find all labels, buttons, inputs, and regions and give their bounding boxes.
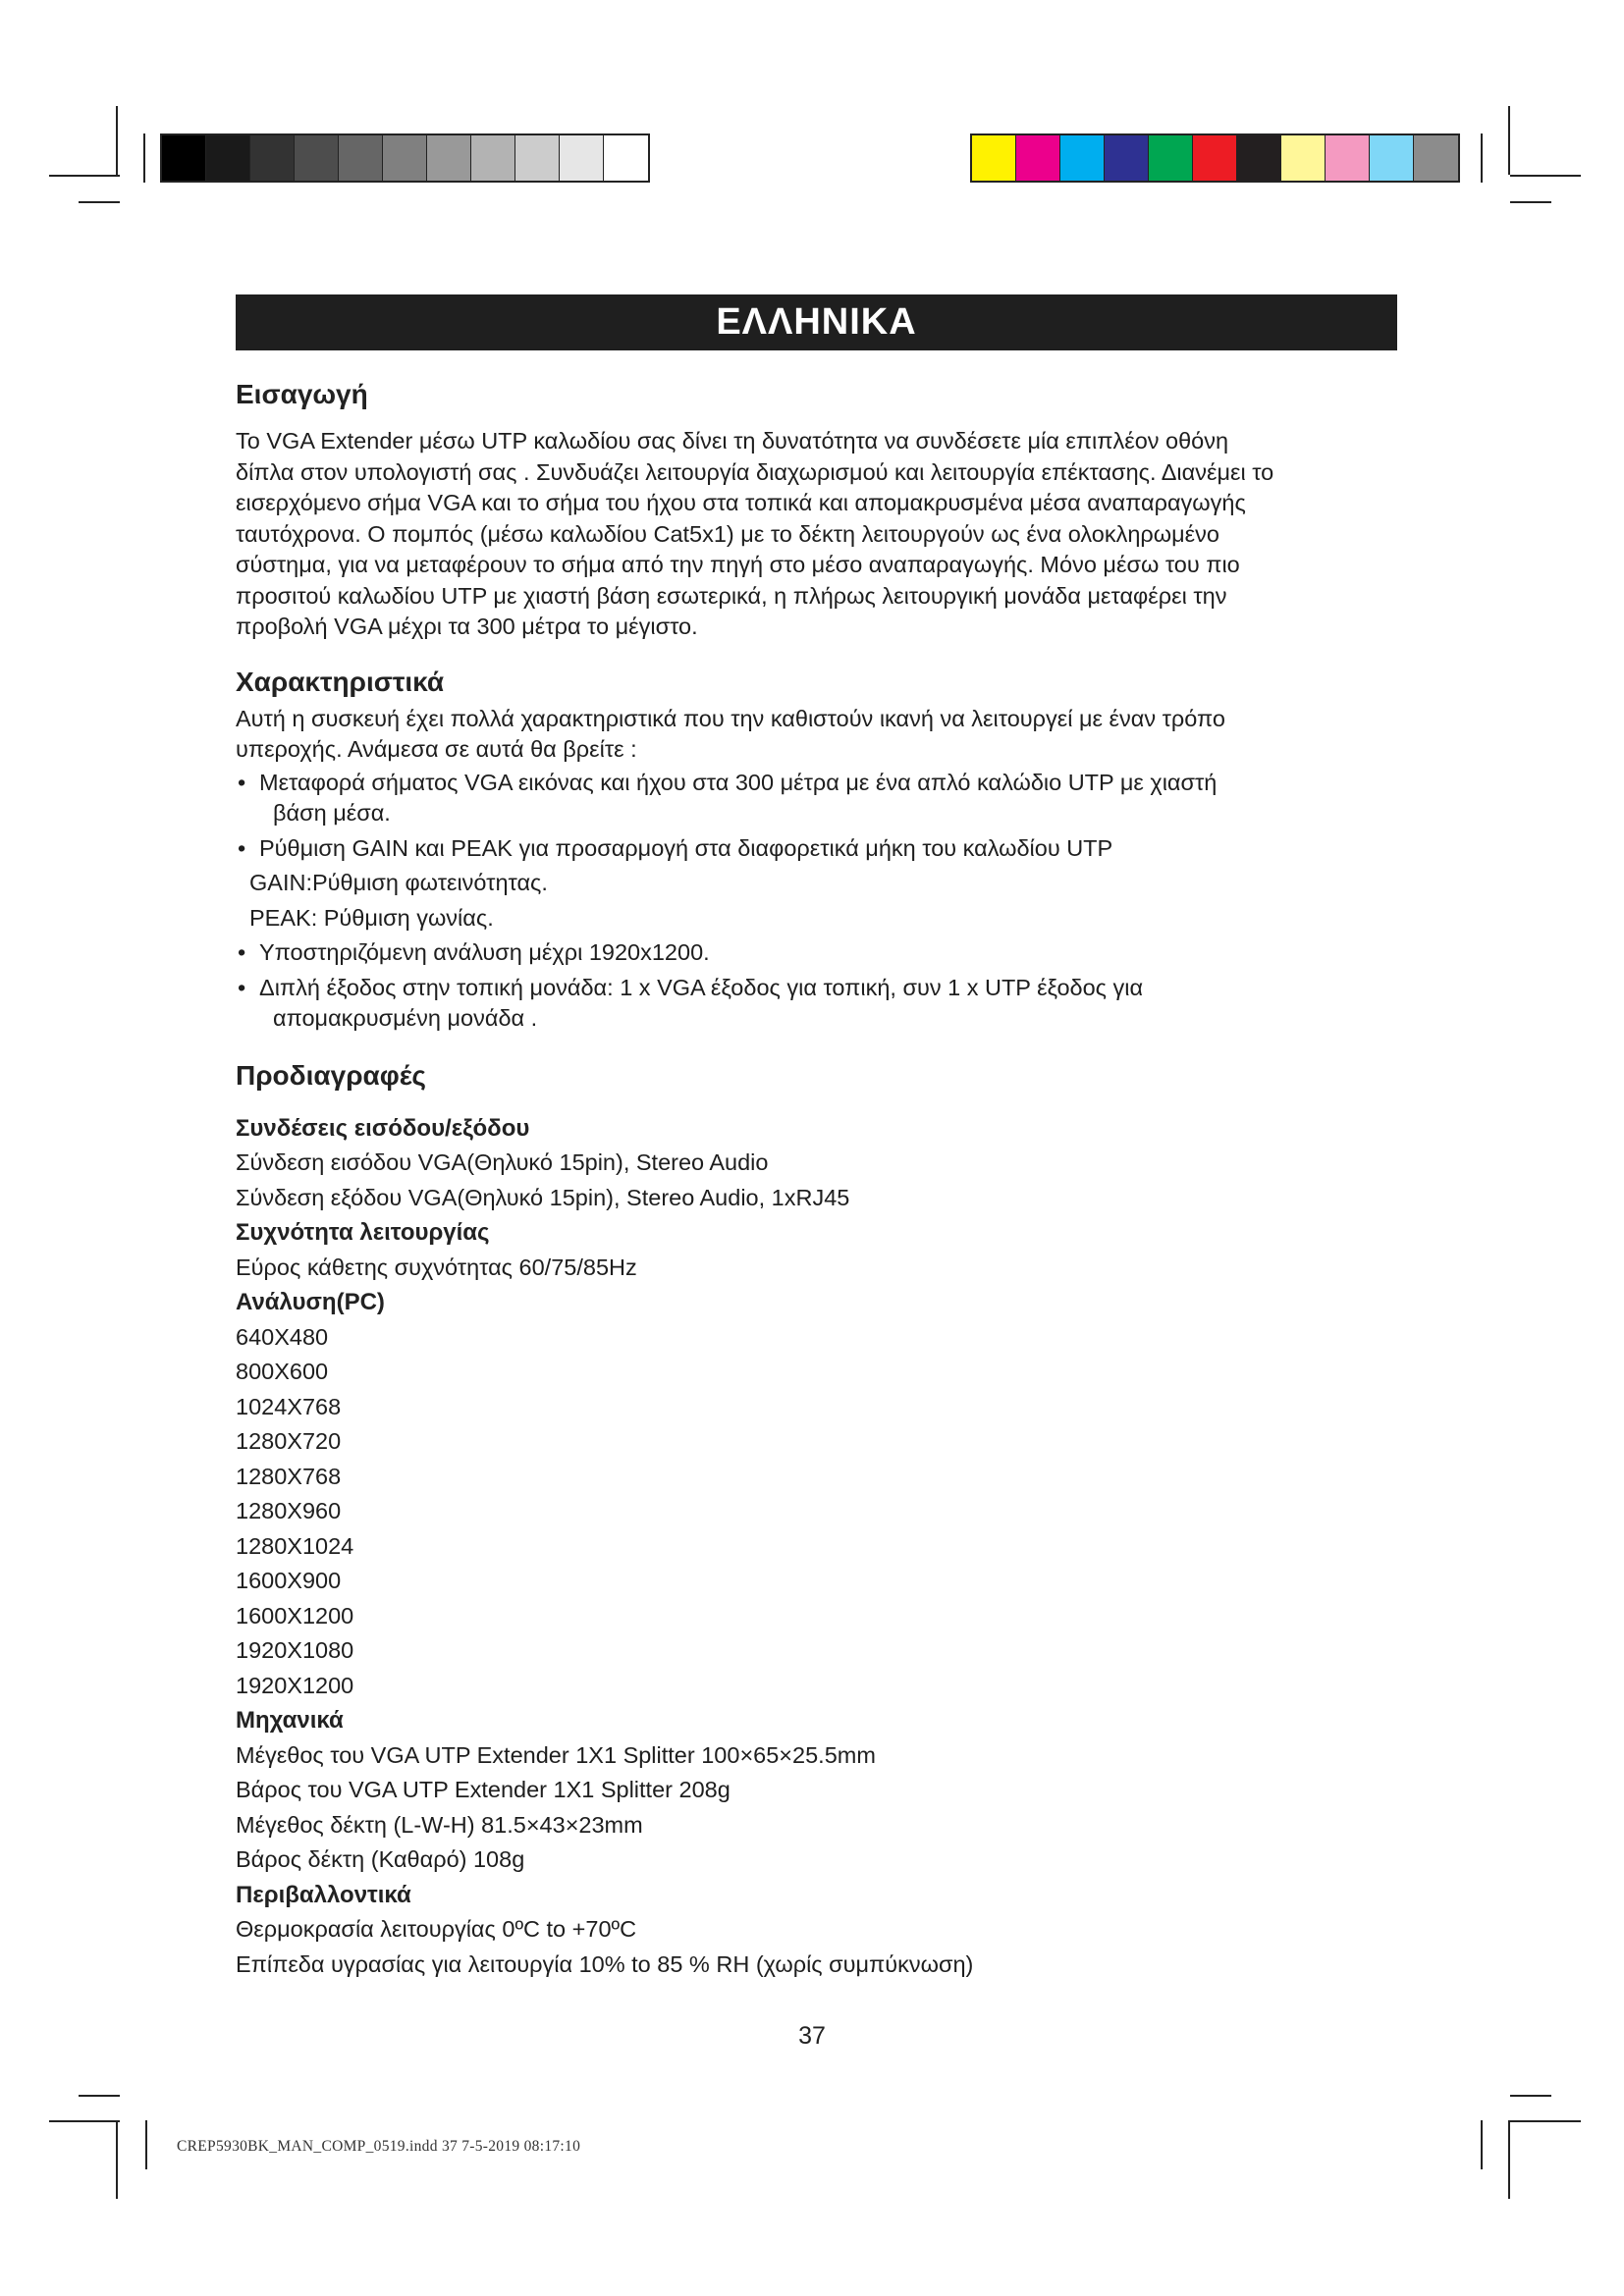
color-swatch	[1193, 135, 1237, 181]
color-swatch	[1281, 135, 1326, 181]
intro-line: εισερχόμενο σήμα VGA και το σήμα του ήχου στα τοπικά και απομακρυσμένα μέσα αναπαραγωγής	[236, 490, 1246, 515]
spec-line: Μέγεθος δέκτη (L-W-H) 81.5×43×23mm	[236, 1811, 643, 1838]
feature-text-continued: βάση μέσα.	[273, 800, 391, 826]
feature-text-continued: απομακρυσμένη μονάδα .	[273, 1005, 538, 1031]
spec-line: Εύρος κάθετης συχνότητας 60/75/85Hz	[236, 1254, 637, 1280]
intro-heading: Εισαγωγή	[236, 379, 368, 409]
page-number: 37	[798, 2022, 826, 2050]
document-body	[236, 373, 1404, 1982]
color-swatch	[1149, 135, 1193, 181]
features-heading: Χαρακτηριστικά	[236, 666, 445, 697]
intro-line: ταυτόχρονα. Ο πομπός (μέσω καλωδίου Cat5x1) με το δέκτη λειτουργούν ως ένα ολοκληρωμένο	[236, 520, 1219, 547]
spec-subheading-io: Συνδέσεις εισόδου/εξόδου	[236, 1114, 530, 1142]
color-swatch	[1237, 135, 1281, 181]
resolution-item: 640X480	[236, 1323, 329, 1350]
feature-subitem	[236, 903, 1404, 934]
feature-subtext: GAIN:Ρύθμιση φωτεινότητας.	[249, 870, 548, 895]
crop-mark-bottom-left-vertical	[116, 2120, 118, 2199]
crop-mark-bottom-left-horizontal	[79, 2095, 120, 2097]
crop-mark-top-left-vertical-2	[143, 133, 145, 183]
intro-line: Το VGA Extender μέσω UTP καλωδίου σας δίνει τη δυνατότητα να συνδέσετε μία επιπλέον οθόνη	[236, 428, 1229, 454]
intro-line: προσιτού καλωδίου UTP με χιαστή βάση εσωτερικά, η πλήρως λειτουργική μονάδα μεταφέρει την	[236, 582, 1227, 609]
spec-line: Σύνδεση εξόδου VGA(Θηλυκό 15pin), Stereo Audio, 1xRJ45	[236, 1184, 850, 1210]
resolution-item: 1024X768	[236, 1393, 342, 1419]
resolution-item: 1600X1200	[236, 1602, 354, 1629]
color-swatch	[383, 135, 427, 181]
bullet-dot: •	[238, 974, 246, 1000]
color-calibration-bar	[970, 133, 1460, 183]
crop-mark-bottom-right-horizontal-2	[1510, 2120, 1581, 2122]
crop-mark-bottom-right-vertical-2	[1481, 2120, 1483, 2169]
print-slug: CREP5930BK_MAN_COMP_0519.indd 37 7-5-2019 08:17:10	[177, 2138, 581, 2155]
feature-text: Διπλή έξοδος στην τοπική μονάδα: 1 x VGA έξοδος για τοπική, συν 1 x UTP έξοδος για	[259, 974, 1144, 1000]
language-banner	[236, 294, 1397, 350]
resolution-item: 1280X960	[236, 1498, 342, 1523]
color-swatch	[1105, 135, 1149, 181]
resolution-item: 1280X720	[236, 1428, 342, 1454]
resolution-item: 1600X900	[236, 1568, 342, 1593]
features-intro-line: Αυτή η συσκευή έχει πολλά χαρακτηριστικά που την καθιστούν ικανή να λειτουργεί με έναν τρόπο	[236, 705, 1225, 731]
spec-line: Μέγεθος του VGA UTP Extender 1X1 Splitter 100×65×25.5mm	[236, 1741, 876, 1768]
specs-section	[236, 1111, 1404, 1983]
color-swatch	[604, 135, 648, 181]
color-swatch	[560, 135, 604, 181]
features-list	[236, 768, 1404, 1035]
color-swatch	[1016, 135, 1060, 181]
resolution-item: 1280X768	[236, 1463, 342, 1489]
bullet-dot: •	[238, 834, 246, 861]
color-swatch	[515, 135, 560, 181]
intro-line: σύστημα, για να μεταφέρουν το σήμα από την πηγή στο μέσο αναπαραγωγής. Μόνο μέσω του πιο	[236, 552, 1240, 577]
color-swatch	[427, 135, 471, 181]
color-swatch	[972, 135, 1016, 181]
specs-heading: Προδιαγραφές	[236, 1059, 426, 1091]
crop-mark-bottom-left-horizontal-2	[49, 2120, 120, 2122]
crop-mark-top-right-horizontal-2	[1510, 201, 1551, 203]
features-intro-line: υπεροχής. Ανάμεσα σε αυτά θα βρείτε :	[236, 736, 637, 762]
spec-subheading-frequency: Συχνότητα λειτουργίας	[236, 1219, 490, 1246]
spec-subheading-environmental: Περιβαλλοντικά	[236, 1881, 411, 1908]
intro-line: προβολή VGA μέχρι τα 300 μέτρα το μέγιστο.	[236, 614, 698, 639]
crop-mark-bottom-left-vertical-2	[145, 2120, 147, 2169]
feature-item	[236, 973, 1404, 1035]
spec-line: Θερμοκρασία λειτουργίας 0ºC to +70ºC	[236, 1916, 637, 1942]
feature-subitem	[236, 868, 1404, 899]
color-swatch	[206, 135, 250, 181]
spec-line: Σύνδεση εισόδου VGA(Θηλυκό 15pin), Stereo Audio	[236, 1149, 769, 1175]
resolution-item: 1920X1200	[236, 1672, 354, 1698]
crop-mark-top-left-horizontal	[49, 175, 120, 177]
feature-text: Μεταφορά σήματος VGA εικόνας και ήχου στα 300 μέτρα με ένα απλό καλώδιο UTP με χιαστή	[259, 769, 1218, 795]
feature-item	[236, 937, 1404, 969]
spec-line: Επίπεδα υγρασίας για λειτουργία 10% to 85 % RH (χωρίς συμπύκνωση)	[236, 1950, 974, 1977]
banner-title: ΕΛΛΗΝΙΚΑ	[716, 301, 917, 343]
color-swatch	[250, 135, 295, 181]
feature-item	[236, 833, 1404, 865]
grayscale-calibration-bar	[160, 133, 650, 183]
feature-text: Υποστηριζόμενη ανάλυση μέχρι 1920x1200.	[259, 939, 710, 965]
feature-item	[236, 768, 1404, 829]
color-swatch	[1414, 135, 1458, 181]
bullet-dot: •	[238, 939, 246, 965]
feature-subtext: PEAK: Ρύθμιση γωνίας.	[249, 904, 494, 931]
crop-mark-bottom-right-vertical	[1508, 2120, 1510, 2199]
crop-mark-bottom-right-horizontal	[1510, 2095, 1551, 2097]
intro-line: δίπλα στον υπολογιστή σας . Συνδυάζει λειτουργία διαχωρισμού και λειτουργία επέκτασης. Διανέμει το	[236, 458, 1274, 485]
crop-mark-top-right-vertical	[1508, 106, 1510, 175]
spec-line: Βάρος του VGA UTP Extender 1X1 Splitter 208g	[236, 1777, 731, 1802]
crop-mark-top-left-vertical	[116, 106, 118, 175]
color-swatch	[471, 135, 515, 181]
feature-text: Ρύθμιση GAIN και PEAK για προσαρμογή στα διαφορετικά μήκη του καλωδίου UTP	[259, 834, 1113, 861]
resolution-item: 1920X1080	[236, 1637, 354, 1663]
color-swatch	[1370, 135, 1414, 181]
spec-subheading-mechanical: Μηχανικά	[236, 1707, 344, 1734]
bullet-dot: •	[238, 769, 246, 795]
crop-mark-top-left-horizontal-2	[79, 201, 120, 203]
color-swatch	[339, 135, 383, 181]
resolution-item: 1280X1024	[236, 1532, 354, 1559]
color-swatch	[1326, 135, 1370, 181]
color-swatch	[295, 135, 339, 181]
crop-mark-top-right-horizontal	[1510, 175, 1581, 177]
spec-line: Βάρος δέκτη (Καθαρό) 108g	[236, 1846, 525, 1872]
crop-mark-top-right-vertical-2	[1481, 133, 1483, 183]
resolution-item: 800X600	[236, 1359, 329, 1384]
color-swatch	[1060, 135, 1105, 181]
spec-subheading-resolution: Ανάλυση(PC)	[236, 1289, 385, 1315]
color-swatch	[162, 135, 206, 181]
